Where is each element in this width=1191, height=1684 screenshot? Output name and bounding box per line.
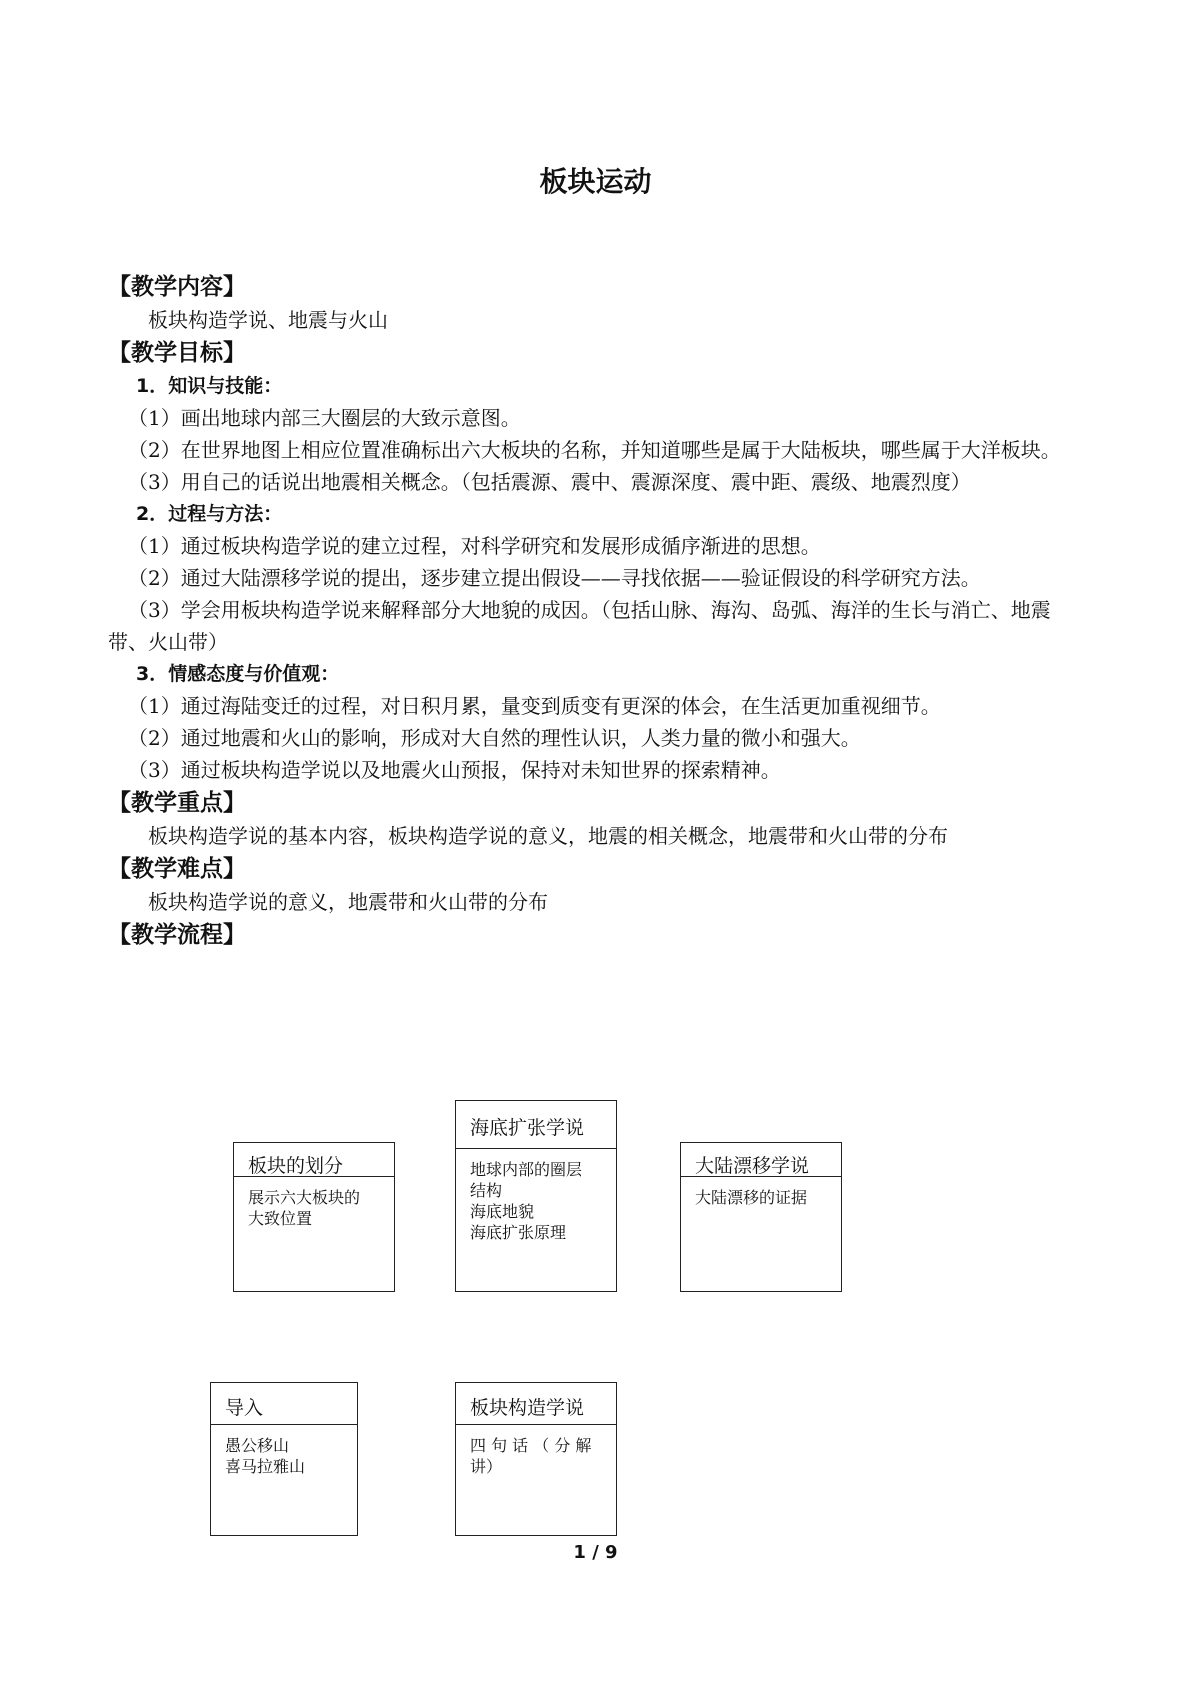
flow-box-introduction — [210, 1382, 358, 1536]
section-heading-goals: 【教学目标】 — [108, 340, 246, 366]
goal-2-item: （2）通过大陆漂移学说的提出，逐步建立提出假设——寻找依据——验证假设的科学研究方法。 — [128, 566, 981, 590]
goal-3-title: 3．情感态度与价值观： — [136, 663, 340, 685]
goal-1-item: （1）画出地球内部三大圈层的大致示意图。 — [128, 406, 521, 430]
section-heading-content: 【教学内容】 — [108, 274, 246, 300]
goal-1-item: （2）在世界地图上相应位置准确标出六大板块的名称，并知道哪些是属于大陆板块，哪些属于大洋板块。 — [128, 438, 1061, 462]
content-text: 板块构造学说、地震与火山 — [148, 308, 388, 332]
flow-box-body: 展示六大板块的 大致位置 — [248, 1188, 361, 1228]
flow-box-title: 板块的划分 — [234, 1143, 394, 1177]
goal-3-item: （2）通过地震和火山的影响，形成对大自然的理性认识，人类力量的微小和强大。 — [128, 726, 861, 750]
goal-2-item: （1）通过板块构造学说的建立过程，对科学研究和发展形成循序渐进的思想。 — [128, 534, 821, 558]
flow-box-title: 板块构造学说 — [456, 1383, 616, 1425]
flow-box-continental-drift — [680, 1142, 842, 1292]
section-heading-flow: 【教学流程】 — [108, 922, 246, 948]
difficult-text: 板块构造学说的意义，地震带和火山带的分布 — [148, 890, 548, 914]
key-text: 板块构造学说的基本内容，板块构造学说的意义，地震的相关概念，地震带和火山带的分布 — [148, 824, 948, 848]
flow-box-title: 海底扩张学说 — [456, 1101, 616, 1149]
flow-box-title: 导入 — [211, 1383, 357, 1425]
goal-2-item: （3）学会用板块构造学说来解释部分大地貌的成因。（包括山脉、海沟、岛弧、海洋的生长与消亡、地震带、火山带） — [108, 598, 1051, 654]
flow-box-body: 愚公移山 喜马拉雅山 — [225, 1436, 306, 1476]
goal-3-item: （1）通过海陆变迁的过程，对日积月累，量变到质变有更深的体会，在生活更加重视细节。 — [128, 694, 941, 718]
goal-1-title: 1．知识与技能： — [136, 375, 283, 397]
flow-box-seafloor-spreading — [455, 1100, 617, 1292]
page-number: 1 / 9 — [573, 1542, 618, 1563]
section-heading-difficult: 【教学难点】 — [108, 856, 246, 882]
section-heading-key: 【教学重点】 — [108, 790, 246, 816]
goal-3-item: （3）通过板块构造学说以及地震火山预报，保持对未知世界的探索精神。 — [128, 758, 781, 782]
flow-box-plate-tectonics — [455, 1382, 617, 1536]
goal-2-title: 2．过程与方法： — [136, 503, 283, 525]
flow-box-body: 四 句 话 （ 分 解 讲） — [470, 1436, 592, 1476]
flow-box-plate-division — [233, 1142, 395, 1292]
page-title: 板块运动 — [539, 165, 652, 198]
flow-box-body: 地球内部的圈层 结构 海底地貌 海底扩张原理 — [470, 1160, 583, 1242]
flow-box-title: 大陆漂移学说 — [681, 1143, 841, 1177]
goal-1-item: （3）用自己的话说出地震相关概念。（包括震源、震中、震源深度、震中距、震级、地震烈度） — [128, 470, 971, 494]
flow-box-body: 大陆漂移的证据 — [695, 1188, 808, 1207]
document-body — [108, 270, 1083, 952]
